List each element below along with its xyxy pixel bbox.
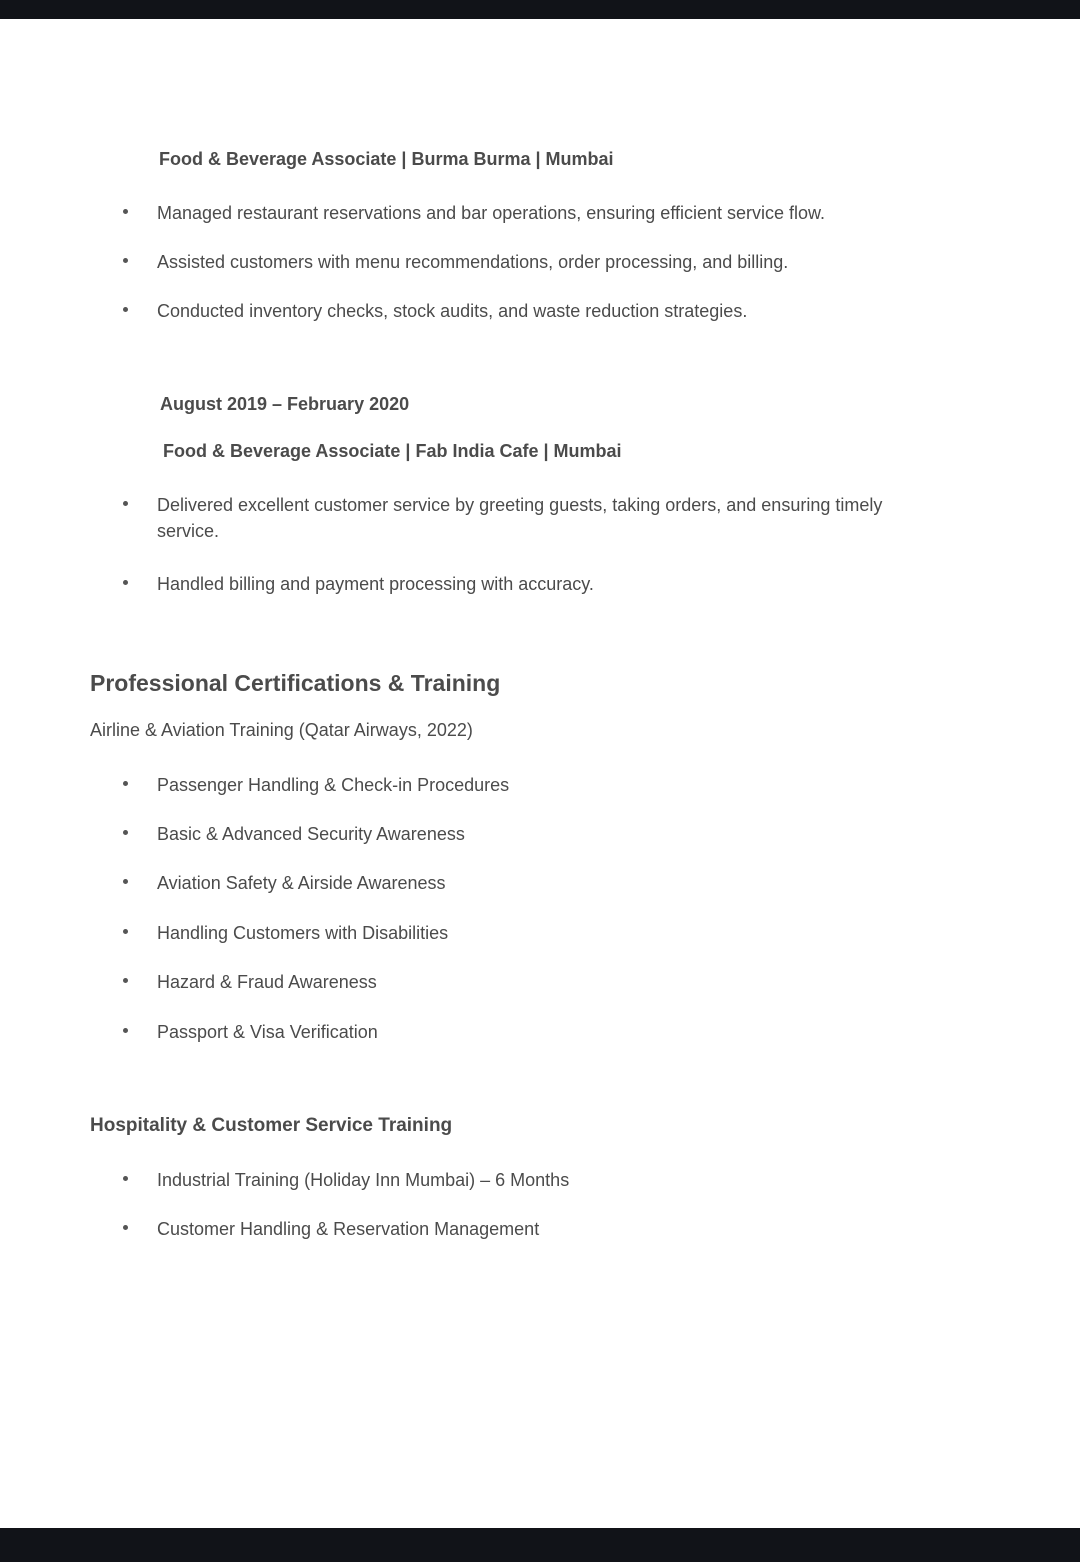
airline-training-title: Airline & Aviation Training (Qatar Airways, 2022) [90,720,473,740]
bullet-icon [123,1028,128,1033]
job-title-fab-india: Food & Beverage Associate | Fab India Cafe | Mumbai [163,441,622,461]
bullet-icon [123,258,128,263]
hospitality-training-title: Hospitality & Customer Service Training [90,1115,453,1136]
job-date-range: August 2019 – February 2020 [160,394,410,414]
job-title-burma-burma: Food & Beverage Associate | Burma Burma | Mumbai [159,149,614,169]
list-item-text: Handled billing and payment processing with accuracy. [157,574,594,594]
list-item-text: Industrial Training (Holiday Inn Mumbai) – 6 Months [157,1170,570,1190]
bullet-icon [123,879,128,884]
bullet-icon [123,209,128,214]
top-frame-bar [0,0,1080,19]
bullet-icon [123,781,128,786]
list-item-text: Basic & Advanced Security Awareness [157,824,465,844]
section-heading-certifications: Professional Certifications & Training [90,670,501,696]
bullet-icon [123,1225,128,1230]
list-item-text: Conducted inventory checks, stock audits, and waste reduction strategies. [157,301,748,321]
list-item-text: Hazard & Fraud Awareness [157,972,377,992]
bullet-icon [123,501,128,506]
list-item-text: Handling Customers with Disabilities [157,923,449,943]
list-item-text: Aviation Safety & Airside Awareness [157,873,446,893]
bullet-icon [123,978,128,983]
bullet-icon [123,580,128,585]
bullet-icon [123,830,128,835]
list-item-text: Managed restaurant reservations and bar operations, ensuring efficient service flow. [157,203,826,223]
bottom-frame-bar [0,1528,1080,1562]
list-item-text: Delivered excellent customer service by greeting guests, taking orders, and ensuring timely service. [157,495,883,541]
list-item-text: Customer Handling & Reservation Management [157,1219,540,1239]
list-item-text: Passenger Handling & Check-in Procedures [157,775,510,795]
bullet-icon [123,1176,128,1181]
list-item-text: Assisted customers with menu recommendations, order processing, and billing. [157,252,789,272]
bullet-icon [123,929,128,934]
list-item-text: Passport & Visa Verification [157,1022,378,1042]
bullet-icon [123,307,128,312]
